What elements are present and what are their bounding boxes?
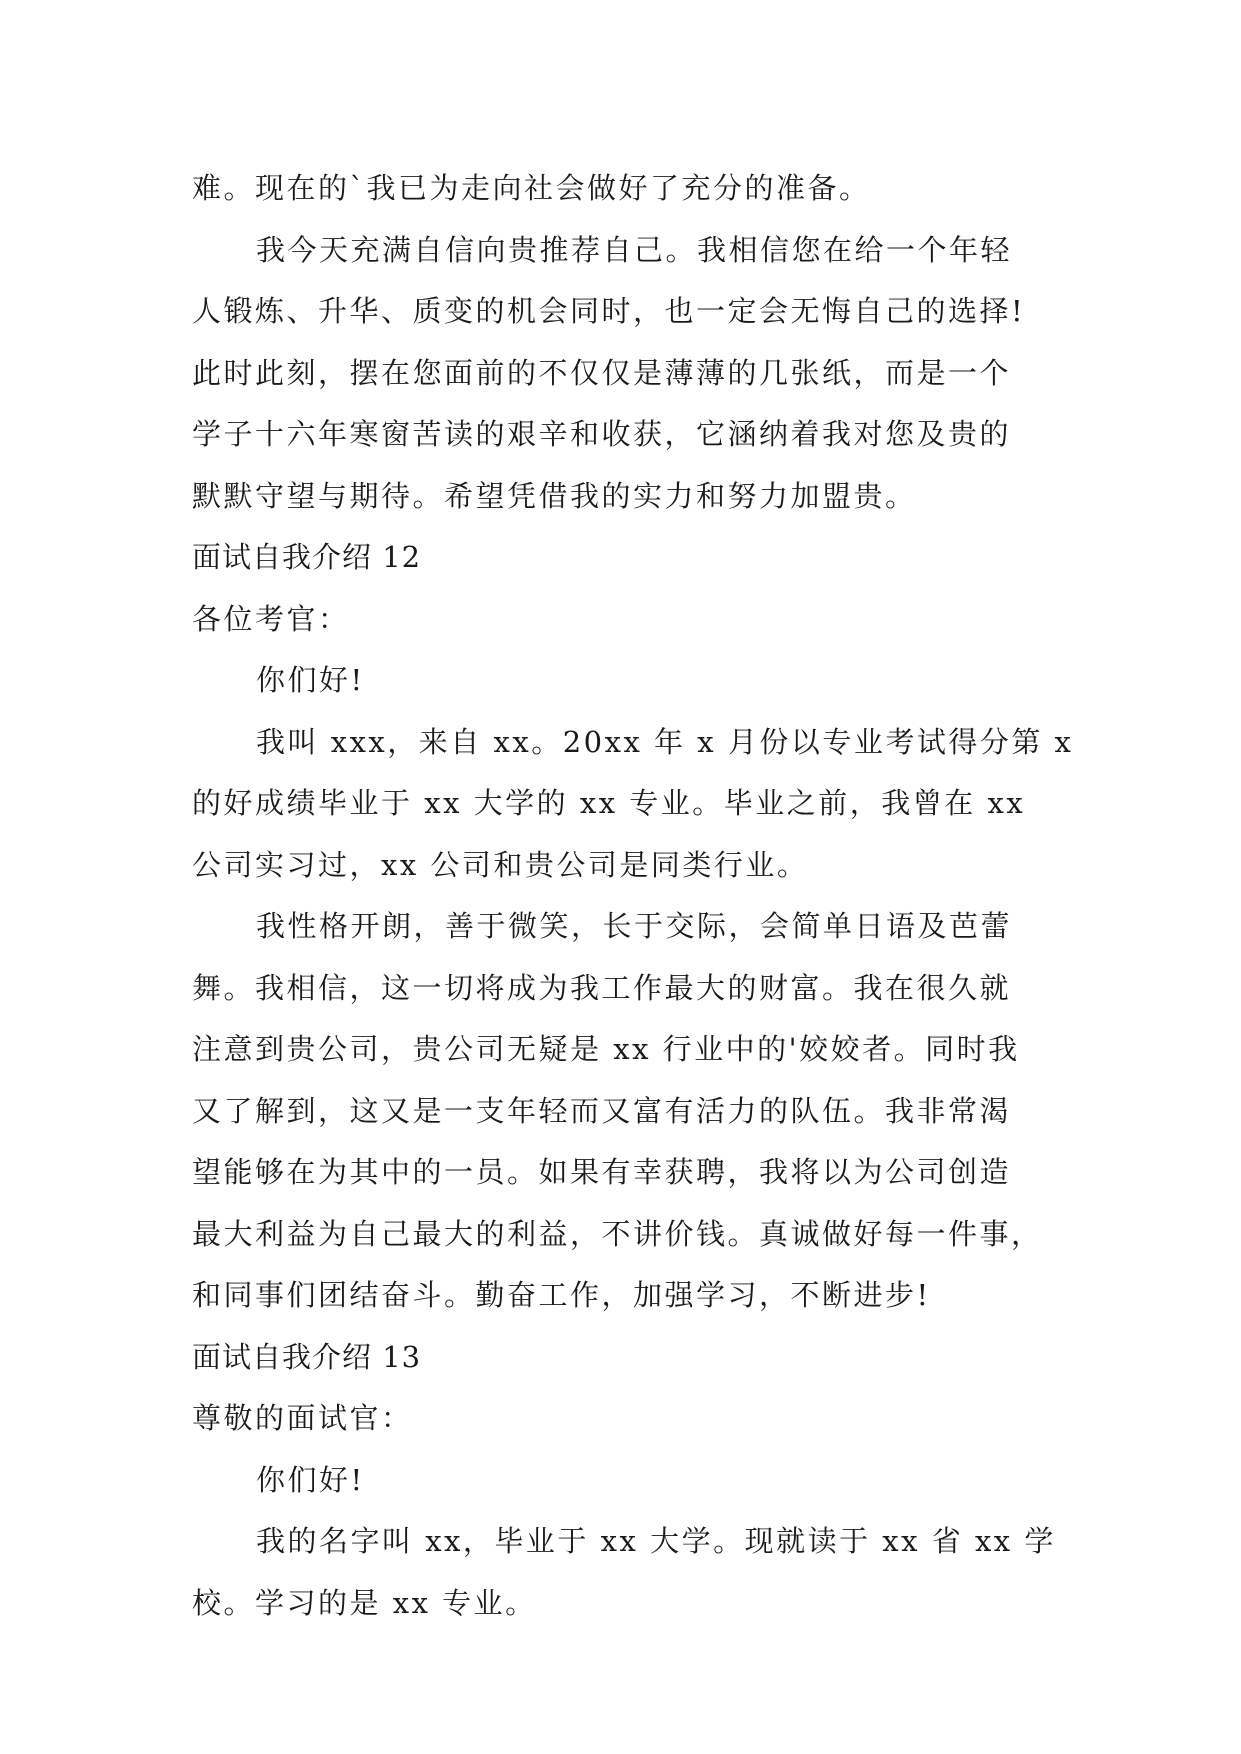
document-page xyxy=(192,158,1074,1634)
paragraph-start: 我的名字叫 xx，毕业于 xx 大学。现就读于 xx 省 xx 学 xyxy=(256,1524,1056,1558)
text-line: 公司实习过，xx 公司和贵公司是同类行业。 xyxy=(192,847,809,882)
text-line: 舞。我相信，这一切将成为我工作最大的财富。我在很久就 xyxy=(192,970,1012,1005)
text-line: 难。现在的`我已为走向社会做好了充分的准备。 xyxy=(192,171,871,205)
text-line: 默默守望与期待。希望凭借我的实力和努力加盟贵。 xyxy=(192,478,917,513)
paragraph-start: 我今天充满自信向贵推荐自己。我相信您在给一个年轻 xyxy=(256,232,1013,267)
salutation: 各位考官： xyxy=(192,601,350,636)
section-heading-12: 面试自我介绍 12 xyxy=(192,540,422,574)
text-line: 又了解到，这又是一支年轻而又富有活力的队伍。我非常渴 xyxy=(192,1093,1012,1128)
paragraph-start: 我性格开朗，善于微笑，长于交际，会简单日语及芭蕾 xyxy=(256,909,1013,943)
text-line: 望能够在为其中的一员。如果有幸获聘，我将以为公司创造 xyxy=(192,1155,1012,1189)
text-line: 的好成绩毕业于 xx 大学的 xx 专业。毕业之前，我曾在 xx xyxy=(192,786,1026,820)
section-heading-13: 面试自我介绍 13 xyxy=(192,1339,422,1374)
text-line: 注意到贵公司，贵公司无疑是 xx 行业中的'姣姣者。同时我 xyxy=(192,1032,1020,1066)
text-line: 人锻炼、升华、质变的机会同时，也一定会无悔自己的选择! xyxy=(192,294,1026,328)
text-line: 最大利益为自己最大的利益，不讲价钱。真诚做好每一件事， xyxy=(192,1216,1043,1251)
paragraph-start: 我叫 xxx，来自 xx。20xx 年 x 月份以专业考试得分第 x xyxy=(256,724,1074,759)
text-line: 此时此刻，摆在您面前的不仅仅是薄薄的几张纸，而是一个 xyxy=(192,355,1012,390)
salutation: 尊敬的面试官： xyxy=(192,1401,413,1435)
text-line: 校。学习的是 xx 专业。 xyxy=(192,1585,537,1620)
greeting: 你们好! xyxy=(256,663,365,697)
greeting: 你们好! xyxy=(256,1462,365,1497)
text-line: 和同事们团结奋斗。勤奋工作，加强学习，不断进步! xyxy=(192,1278,931,1312)
text-line: 学子十六年寒窗苦读的艰辛和收获，它涵纳着我对您及贵的 xyxy=(192,417,1012,451)
